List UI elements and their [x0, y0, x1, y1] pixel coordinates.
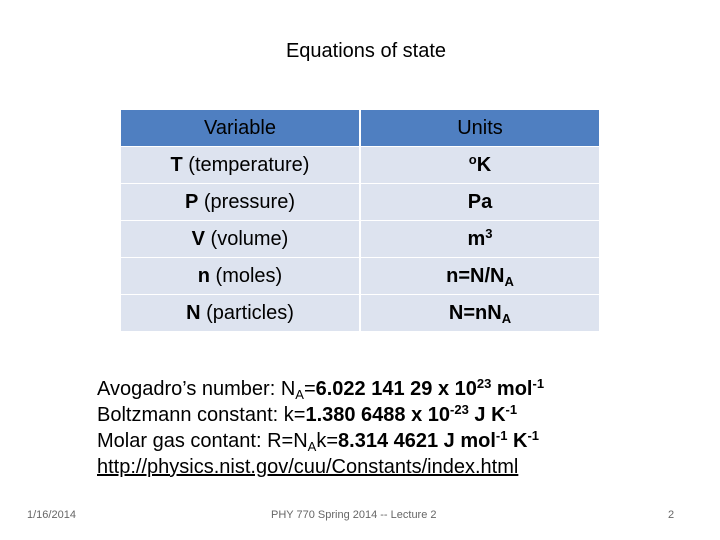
unit-cell: Pa: [361, 184, 599, 221]
header-variable: Variable: [121, 110, 361, 147]
variable-cell: N (particles): [121, 295, 361, 332]
footer-date: 1/16/2014: [27, 509, 76, 521]
variable-cell: V (volume): [121, 221, 361, 258]
nist-constants-link[interactable]: http://physics.nist.gov/cuu/Constants/index.html: [97, 456, 519, 478]
nist-link-line: [97, 454, 697, 480]
variable-cell: T (temperature): [121, 147, 361, 184]
unit-cell: $^o$K: [361, 147, 599, 184]
physical-constants: [97, 376, 697, 480]
variable-cell: n (moles): [121, 258, 361, 295]
table-row: [121, 258, 599, 295]
table-row: [121, 295, 599, 332]
variable-cell: P (pressure): [121, 184, 361, 221]
slide-title: Equations of state: [285, 40, 447, 62]
boltzmann-line: Boltzmann constant: k=1.380 6488 x $10^{-23}$ J $K^{-1}$: [97, 402, 518, 426]
gas-constant-line: Molar gas contant: $R=N_Ak=8.314$ 4621 J mol$^{-1}$ $K^{-1}$: [97, 428, 540, 454]
header-units: Units: [361, 110, 599, 147]
unit-cell: $n=N/N_A$: [361, 258, 599, 295]
unit-cell: $N=nN_A$: [361, 295, 599, 332]
table-row: [121, 221, 599, 258]
unit-cell: $m^3$: [361, 221, 599, 258]
footer-page-number: 2: [668, 509, 675, 521]
avogadro-line: Avogadro’s number: $N_A=6.022$ 141 29 x $10^{23}$ mol$^{-1}$: [97, 376, 545, 402]
table-row: [121, 184, 599, 221]
variables-table: [121, 110, 599, 332]
table-row: [121, 147, 599, 184]
footer-course: PHY 770 Spring 2014 -- Lecture 2: [271, 509, 437, 521]
table-header-row: [121, 110, 599, 147]
